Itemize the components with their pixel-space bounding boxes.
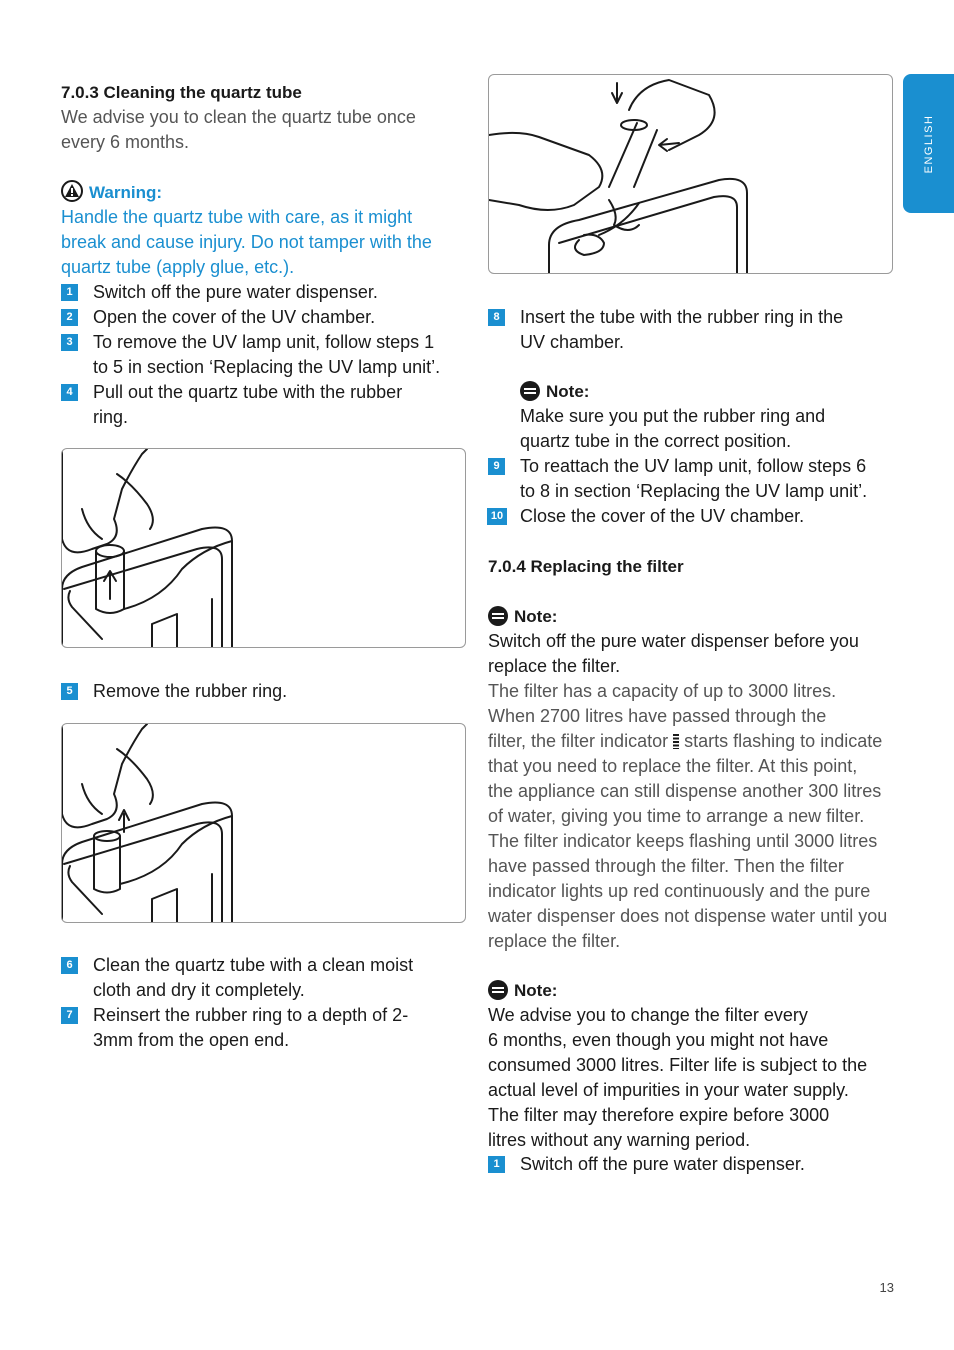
- step-text: Close the cover of the UV chamber.: [520, 506, 805, 526]
- illustration-remove-ring: [61, 723, 466, 923]
- step-text: Remove the rubber ring.: [93, 681, 288, 701]
- step-item: [61, 953, 466, 1003]
- note-label: Note:: [514, 607, 558, 626]
- step-number: 4: [61, 384, 78, 401]
- step-text: Switch off the pure water dispenser.: [520, 1154, 805, 1174]
- page-number: 13: [879, 1280, 894, 1295]
- step-number: 5: [61, 683, 78, 700]
- note-text: [488, 1003, 867, 1153]
- note-icon: [488, 606, 508, 626]
- filter-indicator-icon: [673, 734, 679, 749]
- step-text: to 8 in section ‘Replacing the UV lamp unit’.: [520, 481, 868, 501]
- note-label: Note:: [514, 981, 558, 1000]
- step-text: To reattach the UV lamp unit, follow steps 6: [520, 456, 867, 476]
- warning-heading: [61, 180, 162, 205]
- step-item: [61, 679, 466, 704]
- device-drawing: [62, 724, 465, 922]
- note-line: actual level of impurities in your water supply.: [488, 1080, 849, 1100]
- warning-label: Warning:: [89, 183, 163, 202]
- filter-line: When 2700 litres have passed through the: [488, 706, 827, 726]
- note-line: replace the filter.: [488, 656, 621, 676]
- step-item: [61, 380, 466, 430]
- step-number: 7: [61, 1007, 78, 1024]
- warning-line: break and cause injury. Do not tamper with the: [61, 232, 432, 252]
- step-number: 10: [487, 508, 507, 525]
- step-item: [488, 1152, 894, 1177]
- filter-line: The filter indicator keeps flashing until 3000 litres: [488, 831, 878, 851]
- filter-line: the appliance can still dispense another 300 litres: [488, 781, 882, 801]
- note-line: consumed 3000 litres. Filter life is subject to the: [488, 1055, 868, 1075]
- intro-text: [61, 105, 416, 155]
- note-line: litres without any warning period.: [488, 1130, 751, 1150]
- filter-line-part: filter, the filter indicator: [488, 731, 669, 751]
- step-text: UV chamber.: [520, 332, 625, 352]
- step-text: Clean the quartz tube with a clean moist: [93, 955, 414, 975]
- intro-line: every 6 months.: [61, 132, 190, 152]
- note-heading: [520, 379, 589, 404]
- step-number: 2: [61, 309, 78, 326]
- step-text: ring.: [93, 407, 129, 427]
- language-tab: [903, 74, 954, 213]
- step-item: [488, 504, 894, 529]
- step-text: Switch off the pure water dispenser.: [93, 282, 378, 302]
- filter-line: water dispenser does not dispense water until you: [488, 906, 888, 926]
- warning-line: Handle the quartz tube with care, as it might: [61, 207, 413, 227]
- note-text: [520, 404, 825, 454]
- step-text: To remove the UV lamp unit, follow steps 1: [93, 332, 435, 352]
- step-item: [61, 330, 466, 380]
- illustration-insert-tube: [488, 74, 893, 274]
- note-icon: [520, 381, 540, 401]
- filter-line: indicator lights up red continuously and the pure: [488, 881, 871, 901]
- warning-text: [61, 205, 432, 280]
- step-text: Insert the tube with the rubber ring in the: [520, 307, 844, 327]
- language-tab-label: ENGLISH: [922, 114, 935, 173]
- device-drawing: [489, 75, 892, 273]
- step-number: 3: [61, 334, 78, 351]
- note-text: [488, 629, 859, 679]
- step-text: Open the cover of the UV chamber.: [93, 307, 376, 327]
- note-icon: [488, 980, 508, 1000]
- step-text: cloth and dry it completely.: [93, 980, 305, 1000]
- step-text: 3mm from the open end.: [93, 1030, 290, 1050]
- filter-line-part: starts flashing to indicate: [684, 731, 883, 751]
- note-line: Switch off the pure water dispenser before you: [488, 631, 859, 651]
- illustration-pull-out-tube: [61, 448, 466, 648]
- step-number: 8: [488, 309, 505, 326]
- note-line: The filter may therefore expire before 3000: [488, 1105, 830, 1125]
- step-number: 9: [488, 458, 505, 475]
- step-item: [61, 280, 466, 305]
- note-line: quartz tube in the correct position.: [520, 431, 792, 451]
- filter-line: The filter has a capacity of up to 3000 litres.: [488, 681, 837, 701]
- step-item: [61, 305, 466, 330]
- step-text: Reinsert the rubber ring to a depth of 2-: [93, 1005, 409, 1025]
- filter-line: [488, 729, 894, 754]
- filter-line: of water, giving you time to arrange a new filter.: [488, 806, 865, 826]
- filter-line: replace the filter.: [488, 931, 621, 951]
- intro-line: We advise you to clean the quartz tube once: [61, 107, 416, 127]
- note-line: 6 months, even though you might not have: [488, 1030, 829, 1050]
- section-title-cleaning: 7.0.3 Cleaning the quartz tube: [61, 83, 302, 102]
- warning-icon: [61, 180, 83, 202]
- step-number: 1: [61, 284, 78, 301]
- note-line: Make sure you put the rubber ring and: [520, 406, 826, 426]
- step-text: to 5 in section ‘Replacing the UV lamp unit’.: [93, 357, 441, 377]
- section-title-filter: 7.0.4 Replacing the filter: [488, 557, 684, 576]
- step-item: [488, 305, 894, 355]
- note-line: We advise you to change the filter every: [488, 1005, 808, 1025]
- step-item: [61, 1003, 466, 1053]
- step-text: Pull out the quartz tube with the rubber: [93, 382, 403, 402]
- note-label: Note:: [546, 382, 590, 401]
- note-heading: [488, 604, 557, 629]
- step-item: [488, 454, 894, 504]
- step-number: 6: [61, 957, 78, 974]
- filter-line: that you need to replace the filter. At this point,: [488, 756, 858, 776]
- filter-description: [488, 679, 894, 954]
- device-drawing: [62, 449, 465, 647]
- step-number: 1: [488, 1156, 505, 1173]
- note-heading: [488, 978, 557, 1003]
- warning-line: quartz tube (apply glue, etc.).: [61, 257, 295, 277]
- filter-line: have passed through the filter. Then the filter: [488, 856, 844, 876]
